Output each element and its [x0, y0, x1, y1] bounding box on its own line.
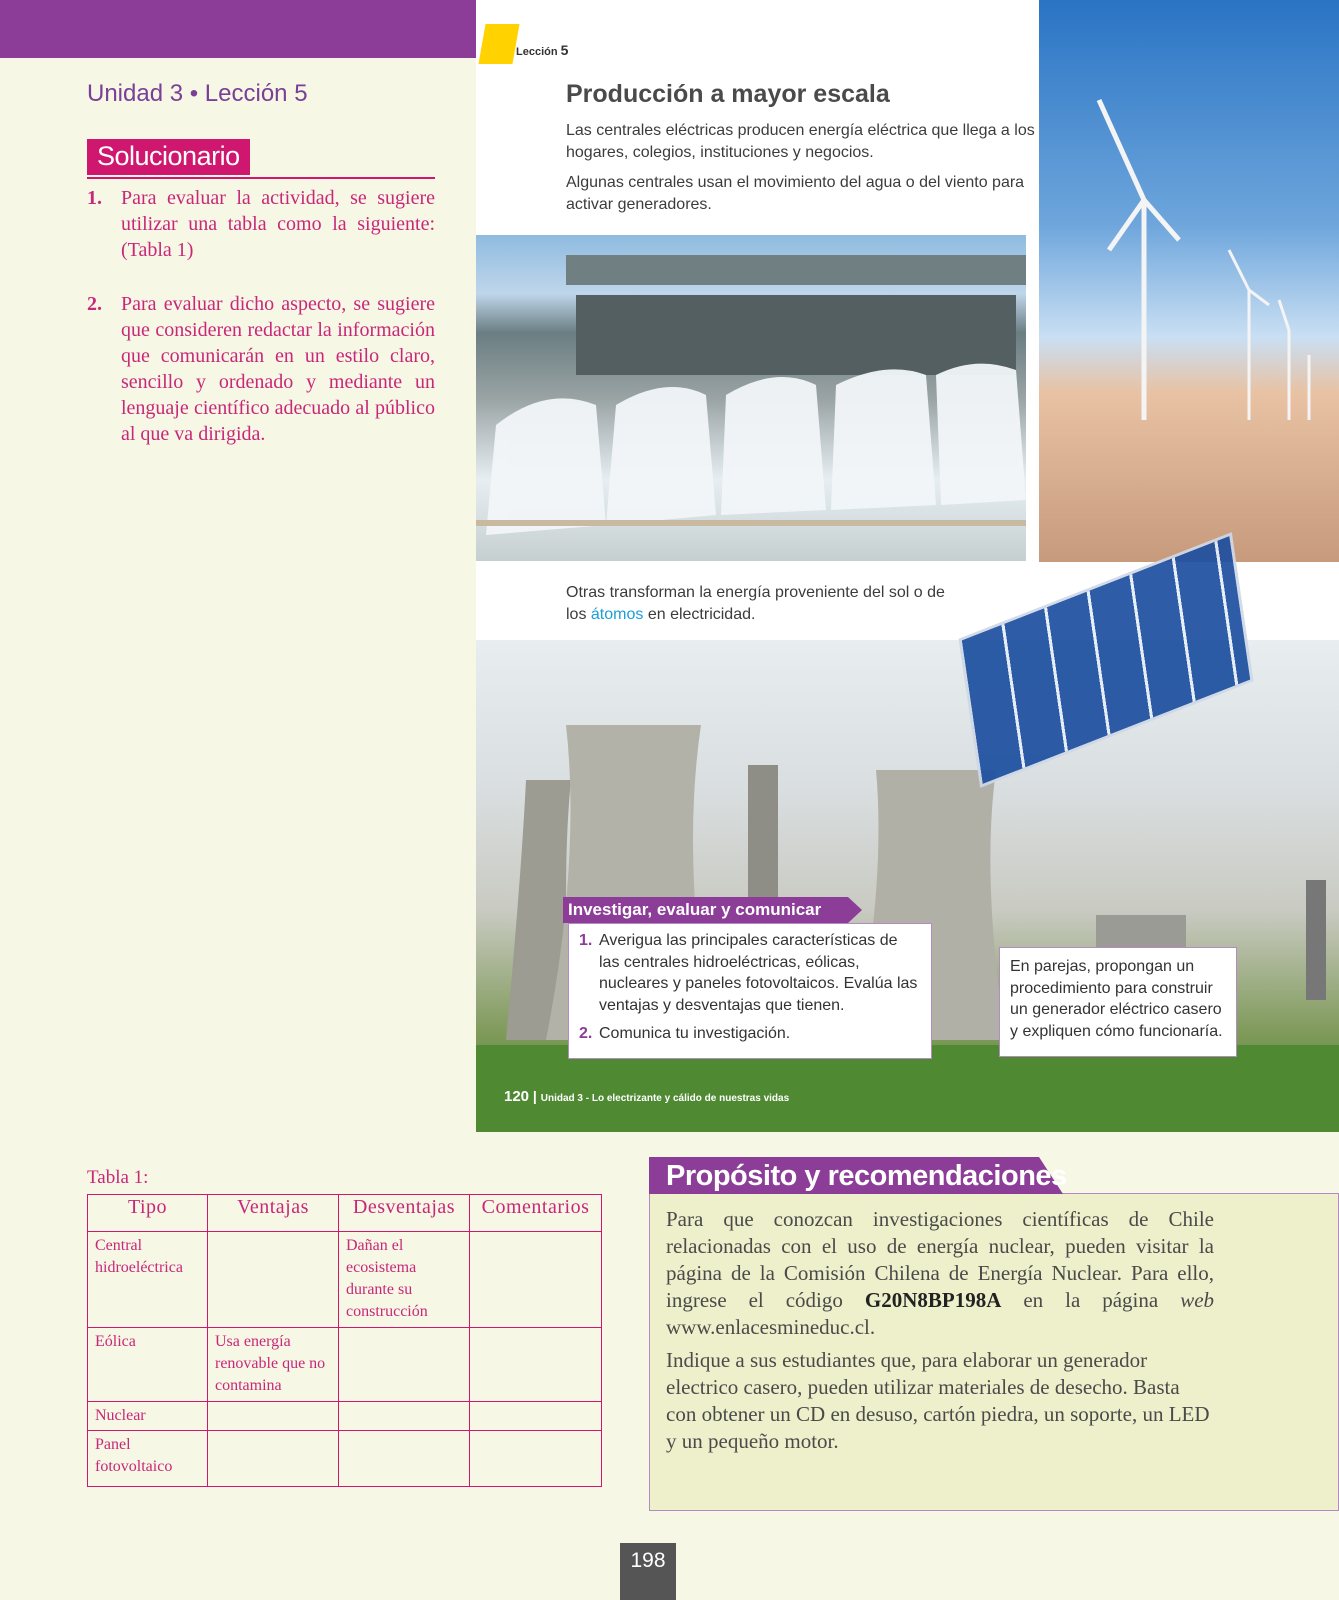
pairs-activity-box: En parejas, propongan un procedimiento para construir un generador eléctrico casero y expliquen cómo funcionaría.	[999, 947, 1237, 1057]
book-footer: 120 | Unidad 3 - Lo electrizante y cálido de nuestras vidas	[504, 1088, 790, 1105]
table-row	[88, 1402, 602, 1431]
table-cell: Eólica	[88, 1328, 208, 1402]
table-cell	[470, 1328, 602, 1402]
table-cell	[470, 1232, 602, 1328]
website-link[interactable]: www.enlacesmineduc.cl.	[666, 1315, 876, 1339]
table-header-row	[88, 1195, 602, 1232]
table-cell: Nuclear	[88, 1402, 208, 1431]
table-cell	[339, 1402, 470, 1431]
item-number: 2.	[87, 293, 102, 315]
activity-box	[568, 923, 932, 1059]
table-cell	[208, 1431, 339, 1487]
wind-turbines-photo	[1039, 0, 1339, 562]
table-cell	[339, 1431, 470, 1487]
unit-lesson-title: Unidad 3 • Lección 5	[87, 80, 308, 107]
table-cell	[470, 1402, 602, 1431]
dam-photo	[476, 235, 1026, 561]
table-cell	[208, 1232, 339, 1328]
book-title: Producción a mayor escala	[566, 80, 890, 108]
textbook-page	[476, 0, 1339, 1132]
purpose-text	[666, 1206, 1214, 1461]
table-cell: Dañan el ecosistema durante su construcción	[339, 1232, 470, 1328]
column-header: Ventajas	[208, 1195, 339, 1232]
book-paragraph: Algunas centrales usan el movimiento del agua o del viento para activar generadores.	[566, 174, 1025, 213]
column-header: Desventajas	[339, 1195, 470, 1232]
atoms-link[interactable]: átomos	[590, 606, 644, 623]
purpose-title: Propósito y recomendaciones	[666, 1160, 1067, 1192]
table-cell: Usa energía renovable que no contamina	[208, 1328, 339, 1402]
table-cell	[208, 1402, 339, 1431]
solucionario-list	[87, 185, 435, 475]
item-number: 1.	[87, 187, 102, 209]
table-cell: Panel fotovoltaico	[88, 1431, 208, 1487]
table-row	[88, 1431, 602, 1487]
column-header: Tipo	[88, 1195, 208, 1232]
wind-turbines-icon	[1039, 0, 1339, 562]
table-label: Tabla 1:	[87, 1167, 149, 1188]
page-number: 198	[620, 1543, 676, 1600]
solucionario-label: Solucionario	[87, 139, 250, 175]
purpose-paragraph: Para que conozcan investigaciones científicas de Chile relacionadas con el uso de energía nuclear, pueden visitar la página de la Comisión Chilena de Energía Nuclear. Para ello, ingrese el código G20N8BP198A en la página web www.enlacesmineduc.cl.	[666, 1207, 1215, 1339]
solucionario-heading	[87, 139, 435, 179]
table-row	[88, 1232, 602, 1328]
list-item	[87, 185, 435, 263]
list-item: 1. Averigua las principales características de las centrales hidroeléctricas, eólicas, nucleares y paneles fotovoltaicos. Evalúa las ventajas y desventajas que tienen.	[579, 932, 918, 1014]
table-cell: Central hidroeléctrica	[88, 1232, 208, 1328]
book-paragraph-atoms: Otras transforman la energía proveniente del sol o de los átomos en electricidad.	[566, 584, 945, 623]
item-text: Para evaluar dicho aspecto, se sugiere que consideren redactar la información que comunicarán en un estilo claro, sencillo y ordenado y mediante un lenguaje científico adecuado al público al que va dirigida.	[121, 293, 435, 445]
item-text: Para evaluar la actividad, se sugiere utilizar una tabla como la siguiente: (Tabla 1)	[121, 187, 435, 261]
lesson-label: Lección 5	[516, 42, 569, 58]
lesson-tag-marker	[478, 24, 519, 64]
access-code: G20N8BP198A	[864, 1288, 1002, 1312]
column-header: Comentarios	[470, 1195, 602, 1232]
table-cell	[470, 1431, 602, 1487]
dam-icon	[476, 235, 1026, 561]
list-item: 2. Comunica tu investigación.	[579, 1025, 791, 1042]
book-paragraph: Las centrales eléctricas producen energía eléctrica que llega a los hogares, colegios, instituciones y negocios.	[566, 122, 1035, 161]
activity-banner: Investigar, evaluar y comunicar	[563, 897, 848, 923]
purpose-paragraph: Indique a sus estudiantes que, para elaborar un generador electrico casero, pueden utilizar materiales de desecho. Basta con obtener un CD en desuso, cartón piedra, un soporte, un LED y un pequeño motor.	[666, 1348, 1210, 1453]
top-purple-bar	[0, 0, 476, 58]
list-item	[87, 291, 435, 447]
table-row	[88, 1328, 602, 1402]
evaluation-table	[87, 1194, 602, 1487]
table-cell	[339, 1328, 470, 1402]
